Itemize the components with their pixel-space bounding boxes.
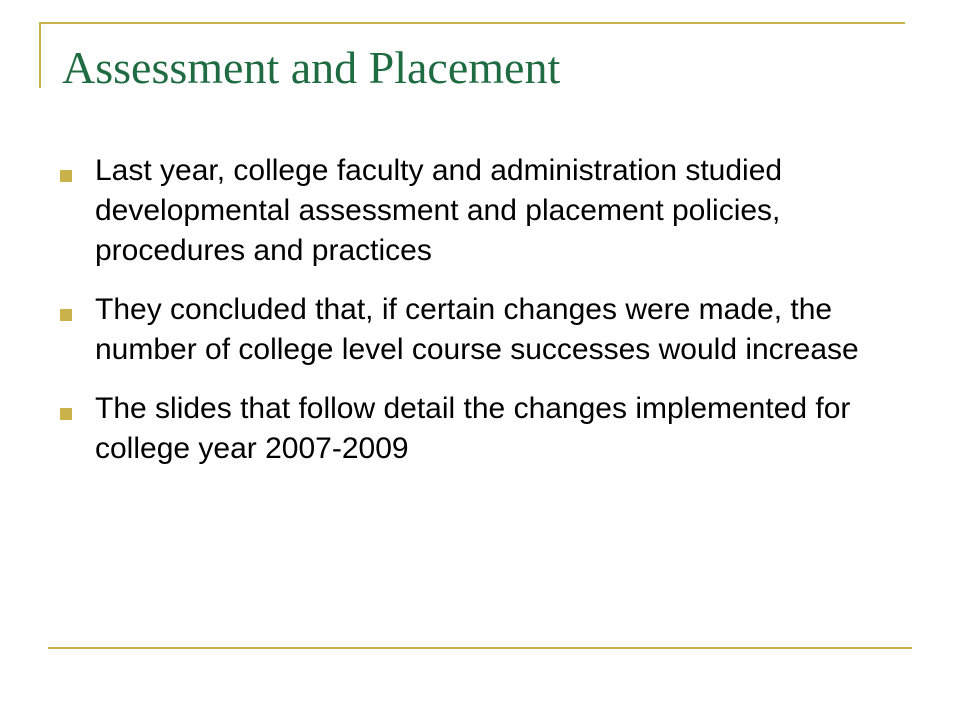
bullet-item <box>58 151 878 271</box>
square-bullet-icon <box>60 170 72 182</box>
square-bullet-icon <box>60 408 72 420</box>
left-rule-line <box>39 22 41 88</box>
bullet-item <box>58 389 878 469</box>
bullet-item <box>58 290 878 370</box>
bullet-text: They concluded that, if certain changes were made, the number of college level course successes would increase <box>95 293 859 366</box>
slide-title: Assessment and Placement <box>62 42 561 93</box>
top-rule-line <box>39 22 905 24</box>
bullet-text: Last year, college faculty and administration studied developmental assessment and placement policies, procedures and practices <box>95 154 783 267</box>
bullet-list <box>58 151 878 488</box>
bullet-text: The slides that follow detail the changes implemented for college year 2007-2009 <box>95 392 851 465</box>
bottom-rule-line <box>48 647 912 649</box>
square-bullet-icon <box>60 309 72 321</box>
